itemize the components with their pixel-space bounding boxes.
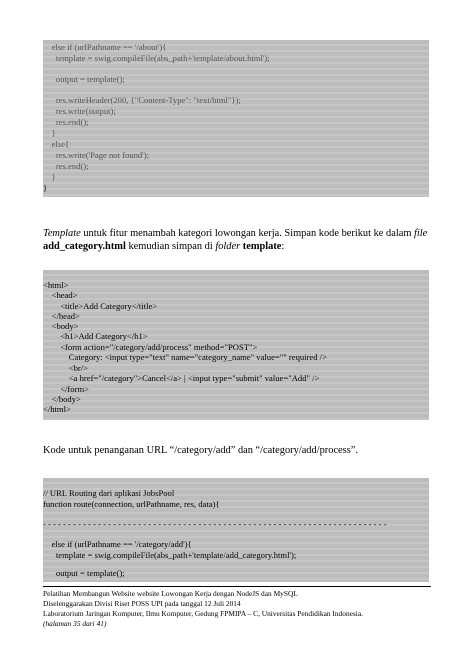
code-line: <br/> — [43, 363, 89, 373]
code-line: Category: <input type="text" name="category_name" value="" required /> — [43, 352, 327, 362]
file-word: file — [414, 228, 428, 239]
code-line: </body> — [43, 394, 81, 404]
code-line: else if (urlPathname == '/about'){ — [43, 42, 167, 52]
template-description — [43, 227, 431, 253]
code-line: res.writeHeader(200, {"Content-Type": "text/html"}); — [43, 95, 241, 105]
code-line: // URL Routing dari aplikasi JobsPool — [43, 488, 175, 498]
footer-location: Laboratorium Jaringan Komputer, Ilmu Komputer, Gedung FPMIPA – C, Universitas Pendidikan Indonesia. — [43, 609, 363, 618]
code-line: function route(connection, urlPathname, res, data){ — [43, 499, 220, 509]
footer-organizer: Diselenggarakan Divisi Riset POSS UPI pada tanggal 12 Juli 2014 — [43, 599, 241, 608]
url-handling-description: Kode untuk penanganan URL “/category/add” dan “/category/add/process”. — [43, 445, 358, 456]
code-line: <head> — [43, 290, 78, 300]
filename: add_category.html — [43, 241, 126, 252]
code-line: <body> — [43, 321, 79, 331]
folder-word: folder — [215, 241, 241, 252]
folder-name: template — [242, 241, 282, 252]
colon: : — [281, 241, 285, 252]
code-separator: - - - - - - - - - - - - - - - - - - - - - - - - - - - - - - - - - - - - - - - - - - - - - - - - - - - - - - - - - - - - - - - - - - - - - — [43, 519, 387, 529]
code-line: res.write('Page not found'); — [43, 150, 149, 160]
code-line: <a href="/category">Cancel</a> | <input type="submit" value="Add" /> — [43, 373, 320, 383]
code-line: res.end(); — [43, 161, 89, 171]
code-line: } — [43, 183, 48, 193]
code-line: </head> — [43, 311, 80, 321]
footer-page-number: (halaman 35 dari 41) — [43, 619, 107, 628]
code-block-add-category-template — [43, 270, 429, 420]
code-line: </form> — [43, 384, 89, 394]
code-block-category-route — [43, 478, 429, 582]
description-text: kemudian simpan di — [125, 241, 216, 252]
code-line: <html> — [43, 280, 69, 290]
description-text: untuk fitur menambah kategori lowongan kerja. Simpan kode berikut ke dalam — [80, 228, 414, 239]
template-word: Template — [43, 228, 81, 239]
footer-course-title: Pelatihan Membangun Website website Lowongan Kerja dengan NodeJS dan MySQL — [43, 589, 298, 598]
code-line: </html> — [43, 404, 71, 414]
code-line: output = template(); — [43, 568, 125, 578]
code-line: } — [43, 172, 56, 182]
code-line: res.write(output); — [43, 106, 116, 116]
code-line: template = swig.compileFile(abs_path+'template/about.html'); — [43, 53, 270, 63]
code-line: res.end(); — [43, 117, 89, 127]
page-footer — [43, 586, 431, 629]
code-line: else if (urlPathname == '/category/add'){ — [43, 539, 192, 549]
code-line: } — [43, 128, 56, 138]
code-line: <form action="/category/add/process" method="POST"> — [43, 342, 258, 352]
code-line: template = swig.compileFile(abs_path+'template/add_category.html'); — [43, 550, 297, 560]
code-line: <title>Add Category</title> — [43, 301, 158, 311]
code-line: else{ — [43, 139, 70, 149]
code-line: <h1>Add Category</h1> — [43, 331, 148, 341]
code-block-about-route — [43, 40, 429, 197]
code-line: output = template(); — [43, 74, 125, 84]
